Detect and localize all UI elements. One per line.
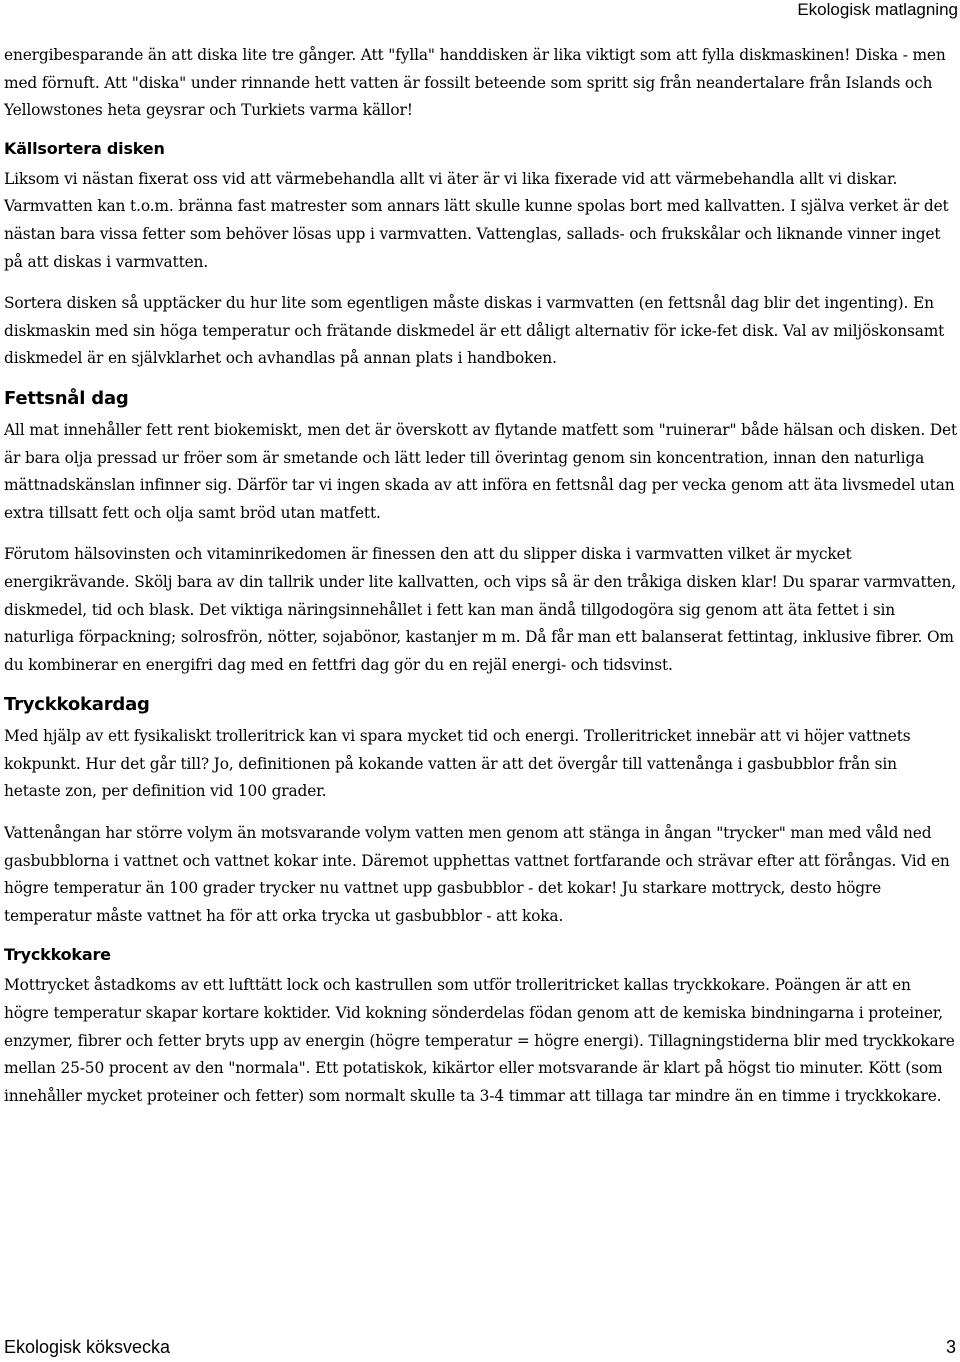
paragraph: Sortera disken så upptäcker du hur lite som egentligen måste diskas i varmvatten (en fettsnål dag blir det ingenting). En diskmaskin med sin höga temperatur och frätande diskmedel är ett dåligt alternativ för icke-fet disk. Val av miljöskonsamt diskmedel är en självklarhet och avhandlas på annan plats i handboken. [4,294,945,368]
paragraph: Med hjälp av ett fysikaliskt trolleritrick kan vi spara mycket tid och energi. Trolleritricket innebär att vi höjer vattnets kokpunkt. Hur det går till? Jo, definitionen på kokande vatten är att det övergår till vattenånga i gasbubblor från sin hetaste zon, per definition vid 100 grader. [4,727,911,801]
section-heading-tryckkokare: Tryckkokare [4,945,111,965]
section-heading-fettsnal-dag: Fettsnål dag [4,387,129,409]
paragraph: Vattenångan har större volym än motsvarande volym vatten men genom att stänga in ångan "trycker" man med våld ned gasbubblorna i vattnet och vattnet kokar inte. Däremot upphettas vattnet fortfarande och strävar efter att förångas. Vid en högre temperatur än 100 grader trycker nu vattnet upp gasbubblor - det kokar! Ju starkare mottryck, desto högre temperatur måste vattnet ha för att orka trycka ut gasbubblor - att koka. [4,824,950,925]
section-heading-tryckkokardag: Tryckkokardag [4,694,150,716]
page-number: 3 [945,1337,956,1357]
footer-title: Ekologisk köksvecka [4,1337,171,1357]
page-body [4,42,958,1124]
paragraph: Liksom vi nästan fixerat oss vid att värmebehandla allt vi äter är vi lika fixerade vid att värmebehandla allt vi diskar. Varmvatten kan t.o.m. bränna fast matrester som annars lätt skulle kunne spolas bort med kallvatten. I själva verket är det nästan bara vissa fetter som behöver lösas upp i varmvatten. Vattenglas, sallads- och frukskålar och liknande vinner inget på att diskas i varmvatten. [4,169,949,271]
paragraph: All mat innehåller fett rent biokemiskt, men det är överskott av flytande matfett som "ruinerar" både hälsan och disken. Det är bara olja pressad ur fröer som är smetande och lätt leder till överintag genom sin koncentration, innan den naturliga mättnadskänslan infinner sig. Därför tar vi ingen skada av att införa en fettsnål dag per vecka genom att äta livsmedel utan extra tillsatt fett och olja samt bröd utan matfett. [4,420,958,522]
intro-paragraph: energibesparande än att diska lite tre gånger. Att "fylla" handdisken är lika viktigt som att fylla diskmaskinen! Diska - men med förnuft. Att "diska" under rinnande hett vatten är fossilt beteende som spritt sig från neandertalare från Islands och Yellowstones heta geysrar och Turkiets varma källor! [4,46,946,120]
paragraph: Mottrycket åstadkoms av ett lufttätt lock och kastrullen som utför trolleritricket kallas tryckkokare. Poängen är att en högre temperatur skapar kortare koktider. Vid kokning sönderdelas födan genom att de kemiska bindningarna i proteiner, enzymer, fibrer och fetter bryts upp av energin (högre temperatur = högre energi). Tillagningstiderna blir med tryckkokare mellan 25-50 procent av den "normala". Ett potatiskok, kikärtor eller motsvarande är klart på högst tio minuter. Kött (som innehåller mycket proteiner och fetter) som normalt skulle ta 3-4 timmar att tillaga tar mindre än en timme i tryckkokare. [4,976,955,1105]
section-heading-kallsortera: Källsortera disken [4,138,165,158]
running-header: Ekologisk matlagning [797,0,958,19]
paragraph: Förutom hälsovinsten och vitaminrikedomen är finessen den att du slipper diska i varmvatten vilket är mycket energikrävande. Skölj bara av din tallrik under lite kallvatten, och vips så är den tråkiga disken klar! Du sparar varmvatten, diskmedel, tid och blask. Det viktiga näringsinnehållet i fett kan man ändå tillgodogöra sig genom att äta fettet i sin naturliga förpackning; solrosfrön, nötter, sojabönor, kastanjer m m. Då får man ett balanserat fettintag, inklusive fibrer. Om du kombinerar en energifri dag med en fettfri dag gör du en rejäl energi- och tidsvinst. [4,545,957,674]
